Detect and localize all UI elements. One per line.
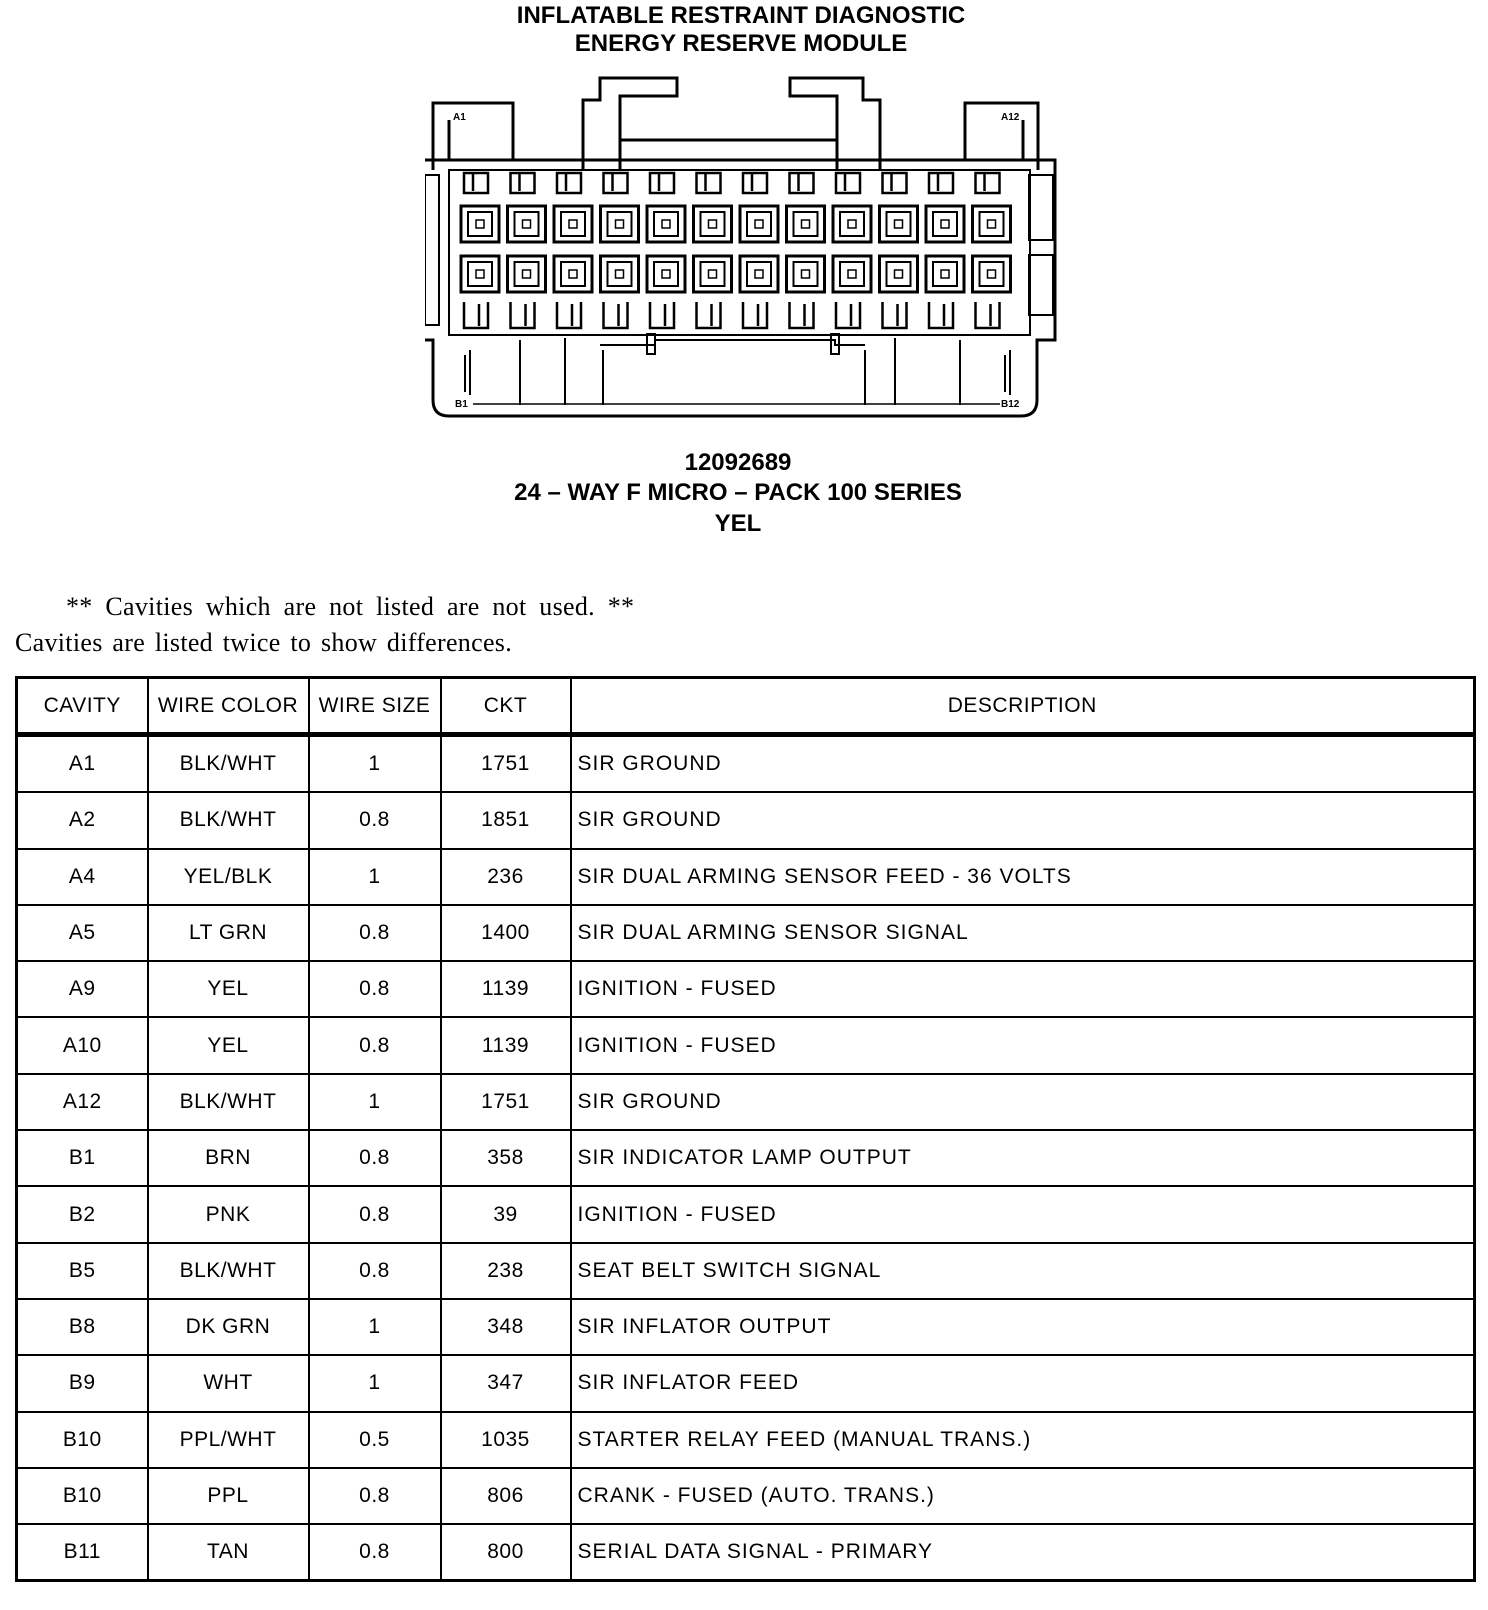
- cell-wire-size: 1: [309, 735, 441, 793]
- cell-ckt: 1751: [441, 735, 571, 793]
- connector-diagram: [425, 70, 1095, 440]
- table-row: [17, 1524, 1475, 1581]
- cell-wire-size: 0.8: [309, 961, 441, 1017]
- cell-cavity: A10: [17, 1017, 148, 1073]
- cell-wire-size: 0.8: [309, 1130, 441, 1186]
- cell-cavity: B2: [17, 1186, 148, 1242]
- cell-cavity: B9: [17, 1355, 148, 1411]
- cell-description: IGNITION - FUSED: [571, 1017, 1475, 1073]
- cell-cavity: A9: [17, 961, 148, 1017]
- table-row: [17, 1468, 1475, 1524]
- cell-description: SIR DUAL ARMING SENSOR SIGNAL: [571, 905, 1475, 961]
- cell-wire-color: PPL/WHT: [148, 1412, 309, 1468]
- cell-cavity: A4: [17, 849, 148, 905]
- cell-cavity: B10: [17, 1412, 148, 1468]
- cell-wire-size: 0.8: [309, 792, 441, 848]
- cell-ckt: 1139: [441, 1017, 571, 1073]
- title-line-2: ENERGY RESERVE MODULE: [574, 30, 908, 57]
- label-b12: B12: [1001, 399, 1020, 410]
- cell-wire-color: PPL: [148, 1468, 309, 1524]
- cell-wire-size: 0.8: [309, 1017, 441, 1073]
- cell-cavity: B10: [17, 1468, 148, 1524]
- cell-wire-color: DK GRN: [148, 1299, 309, 1355]
- cell-ckt: 39: [441, 1186, 571, 1242]
- table-row: [17, 1243, 1475, 1299]
- cell-wire-size: 1: [309, 1355, 441, 1411]
- cell-wire-size: 0.5: [309, 1412, 441, 1468]
- table-row: [17, 849, 1475, 905]
- cell-ckt: 806: [441, 1468, 571, 1524]
- cell-wire-size: 1: [309, 1074, 441, 1130]
- cell-wire-color: BRN: [148, 1130, 309, 1186]
- connector-type: 24 – WAY F MICRO – PACK 100 SERIES: [514, 479, 962, 506]
- cell-description: STARTER RELAY FEED (MANUAL TRANS.): [571, 1412, 1475, 1468]
- cell-wire-color: YEL: [148, 961, 309, 1017]
- title-line-1: INFLATABLE RESTRAINT DIAGNOSTIC: [516, 2, 966, 29]
- cell-description: SIR INFLATOR FEED: [571, 1355, 1475, 1411]
- cell-wire-color: PNK: [148, 1186, 309, 1242]
- cell-ckt: 800: [441, 1524, 571, 1581]
- cell-description: CRANK - FUSED (AUTO. TRANS.): [571, 1468, 1475, 1524]
- connector-color: YEL: [714, 510, 762, 537]
- table-row: [17, 1130, 1475, 1186]
- cell-ckt: 238: [441, 1243, 571, 1299]
- cell-cavity: A1: [17, 735, 148, 793]
- header-cavity: CAVITY: [17, 678, 148, 735]
- cell-wire-color: YEL/BLK: [148, 849, 309, 905]
- cell-description: SIR DUAL ARMING SENSOR FEED - 36 VOLTS: [571, 849, 1475, 905]
- cell-wire-color: WHT: [148, 1355, 309, 1411]
- cell-wire-size: 0.8: [309, 1524, 441, 1581]
- table-row: [17, 1299, 1475, 1355]
- pinout-table: [15, 676, 1476, 1582]
- note-unused-cavities: ** Cavities which are not listed are not used. **: [66, 592, 635, 621]
- cell-description: SIR GROUND: [571, 1074, 1475, 1130]
- cell-description: IGNITION - FUSED: [571, 961, 1475, 1017]
- cell-cavity: B11: [17, 1524, 148, 1581]
- table-row: [17, 1355, 1475, 1411]
- cell-ckt: 1035: [441, 1412, 571, 1468]
- cell-description: SIR INFLATOR OUTPUT: [571, 1299, 1475, 1355]
- table-header-row: [17, 678, 1475, 735]
- cell-ckt: 1400: [441, 905, 571, 961]
- cell-cavity: B1: [17, 1130, 148, 1186]
- cell-wire-size: 0.8: [309, 1186, 441, 1242]
- cell-description: SIR GROUND: [571, 792, 1475, 848]
- table-row: [17, 1017, 1475, 1073]
- header-description: DESCRIPTION: [571, 678, 1475, 735]
- cell-description: SIR INDICATOR LAMP OUTPUT: [571, 1130, 1475, 1186]
- cell-wire-color: YEL: [148, 1017, 309, 1073]
- header-wire-size: WIRE SIZE: [309, 678, 441, 735]
- cell-cavity: A2: [17, 792, 148, 848]
- cell-wire-color: BLK/WHT: [148, 792, 309, 848]
- cell-wire-size: 1: [309, 849, 441, 905]
- cell-wire-color: BLK/WHT: [148, 1074, 309, 1130]
- cell-ckt: 1751: [441, 1074, 571, 1130]
- cell-description: SEAT BELT SWITCH SIGNAL: [571, 1243, 1475, 1299]
- cell-wire-size: 1: [309, 1299, 441, 1355]
- label-b1: B1: [455, 399, 468, 410]
- cell-ckt: 1851: [441, 792, 571, 848]
- table-row: [17, 961, 1475, 1017]
- table-row: [17, 735, 1475, 793]
- table-row: [17, 792, 1475, 848]
- label-a12: A12: [1001, 112, 1020, 123]
- cell-wire-size: 0.8: [309, 1468, 441, 1524]
- cell-description: SIR GROUND: [571, 735, 1475, 793]
- cell-wire-color: TAN: [148, 1524, 309, 1581]
- table-row: [17, 905, 1475, 961]
- cell-cavity: A5: [17, 905, 148, 961]
- table-row: [17, 1412, 1475, 1468]
- cell-wire-size: 0.8: [309, 1243, 441, 1299]
- cell-wire-color: BLK/WHT: [148, 735, 309, 793]
- cell-cavity: A12: [17, 1074, 148, 1130]
- cell-wire-color: BLK/WHT: [148, 1243, 309, 1299]
- note-listed-twice: Cavities are listed twice to show differences.: [15, 628, 513, 657]
- cell-wire-size: 0.8: [309, 905, 441, 961]
- part-number: 12092689: [684, 449, 792, 476]
- table-row: [17, 1074, 1475, 1130]
- label-a1: A1: [453, 112, 466, 123]
- cell-description: SERIAL DATA SIGNAL - PRIMARY: [571, 1524, 1475, 1581]
- cell-cavity: B8: [17, 1299, 148, 1355]
- header-wire-color: WIRE COLOR: [148, 678, 309, 735]
- cell-ckt: 358: [441, 1130, 571, 1186]
- header-ckt: CKT: [441, 678, 571, 735]
- cell-ckt: 1139: [441, 961, 571, 1017]
- cell-wire-color: LT GRN: [148, 905, 309, 961]
- table-row: [17, 1186, 1475, 1242]
- cell-description: IGNITION - FUSED: [571, 1186, 1475, 1242]
- cell-cavity: B5: [17, 1243, 148, 1299]
- cell-ckt: 236: [441, 849, 571, 905]
- cell-ckt: 348: [441, 1299, 571, 1355]
- cell-ckt: 347: [441, 1355, 571, 1411]
